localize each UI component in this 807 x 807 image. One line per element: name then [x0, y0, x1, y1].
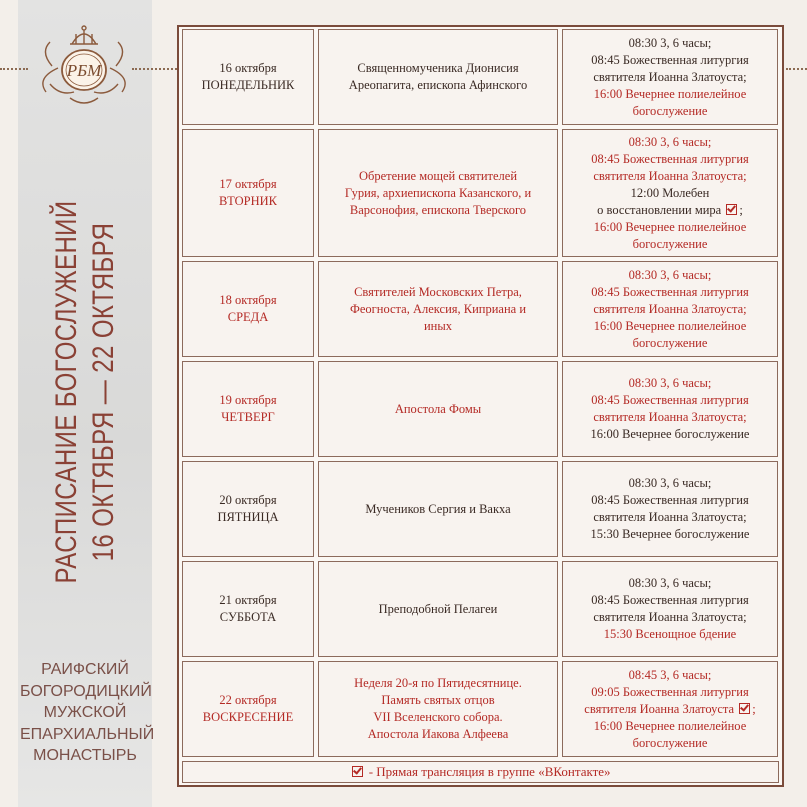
feast-cell [318, 361, 558, 457]
feast-line: Неделя 20-я по Пятидесятнице. [354, 676, 522, 690]
service-line: 16:00 Вечернее полиелейное [593, 718, 747, 733]
service-line: 08:45 Божественная литургия [591, 151, 749, 166]
service-line: 08:45 Божественная литургия [591, 393, 749, 407]
feast-cell [318, 129, 558, 257]
feast-line: Память святых отцов [381, 693, 495, 707]
monastery-line: БОГОРОДИЦКИЙ [20, 682, 152, 700]
services-cell [562, 661, 778, 757]
svg-text:РБМ: РБМ [66, 61, 102, 80]
table-row [179, 127, 782, 259]
service-line: 09:05 Божественная литургия [591, 684, 749, 699]
dotted-divider [132, 68, 180, 70]
table-row [179, 659, 782, 759]
feast-line: Преподобной Пелагеи [378, 601, 498, 616]
table-row [179, 27, 782, 127]
service-text: святителя Иоанна Златоуста [584, 701, 735, 716]
date: 21 октября [219, 593, 277, 607]
weekday: ВТОРНИК [218, 194, 277, 208]
table-row [179, 459, 782, 559]
service-line: святителя Иоанна Златоуста; [593, 168, 747, 183]
service-line: 08:30 3, 6 часы; [628, 35, 712, 50]
date: 17 октября [219, 177, 277, 191]
monastery-logo-icon [30, 22, 138, 106]
table-row [179, 359, 782, 459]
monastery-line: МОНАСТЫРЬ [33, 747, 137, 764]
service-line: богослужение [632, 335, 708, 350]
table-row [179, 559, 782, 659]
service-line: святителя Иоанна Златоуста; [593, 410, 747, 424]
service-line: святителя Иоанна Златоуста; [593, 510, 747, 524]
title-line-1: РАСПИСАНИЕ БОГОСЛУЖЕНИЙ [50, 200, 83, 584]
feast-cell [318, 461, 558, 557]
service-line: 12:00 Молебен [630, 185, 710, 200]
service-line: 08:45 3, 6 часы; [628, 667, 712, 682]
service-line: 08:45 Божественная литургия [591, 593, 749, 607]
date: 20 октября [219, 493, 277, 507]
service-line: святителя Иоанна Златоуста; [593, 301, 747, 316]
monastery-line: МУЖСКОЙ [43, 704, 127, 721]
service-line: 16:00 Вечернее полиелейное [593, 318, 747, 333]
monastery-line: РАИФСКИЙ [41, 661, 129, 678]
service-line: 08:30 3, 6 часы; [628, 134, 712, 149]
service-line: святителя Иоанна Златоуста; [593, 610, 747, 624]
feast-line: Обретение мощей святителей [358, 168, 518, 183]
live-stream-check-icon [352, 766, 363, 777]
date-cell [182, 561, 314, 657]
date: 16 октября [219, 61, 277, 75]
feast-cell [318, 661, 558, 757]
services-cell [562, 361, 778, 457]
monastery-line: ЕПАРХИАЛЬНЫЙ [20, 725, 155, 743]
weekday: ПЯТНИЦА [217, 510, 279, 524]
page-title [48, 153, 122, 632]
feast-line: Ареопагита, епископа Афинского [348, 78, 528, 92]
date-cell [182, 29, 314, 125]
feast-line: Святителей Московских Петра, [354, 284, 522, 299]
live-stream-note [182, 761, 779, 783]
table-row [179, 259, 782, 359]
weekday: ВОСКРЕСЕНИЕ [202, 710, 294, 724]
feast-line: иных [423, 318, 453, 333]
date-cell [182, 361, 314, 457]
date: 19 октября [219, 393, 277, 407]
services-cell [562, 561, 778, 657]
service-line: 15:30 Всенощное бдение [603, 627, 737, 641]
date-cell [182, 661, 314, 757]
service-line: 08:30 3, 6 часы; [628, 267, 712, 282]
weekday: ПОНЕДЕЛЬНИК [201, 78, 295, 92]
dotted-divider [0, 68, 28, 70]
service-line: 08:45 Божественная литургия [591, 493, 749, 507]
service-line-live: святителя Иоанна Златоуста ; [584, 701, 756, 716]
date: 18 октября [219, 293, 277, 307]
date-cell [182, 129, 314, 257]
date: 22 октября [219, 693, 277, 707]
services-cell [562, 29, 778, 125]
weekday: СРЕДА [227, 310, 269, 324]
feast-line: VII Вселенского собора. [373, 710, 503, 724]
weekday: ЧЕТВЕРГ [221, 410, 275, 424]
service-line: 16:00 Вечернее богослужение [590, 427, 750, 441]
services-cell [562, 261, 778, 357]
feast-line: Феогноста, Алексия, Киприана и [349, 301, 527, 316]
service-line: богослужение [632, 735, 708, 750]
footer-text: - Прямая трансляция в группе «ВКонтакте» [368, 764, 611, 779]
weekday: СУББОТА [219, 610, 277, 624]
service-line: богослужение [632, 236, 708, 251]
feast-cell [318, 29, 558, 125]
feast-line: Гурия, архиепископа Казанского, и [344, 185, 532, 200]
service-line: 08:45 Божественная литургия [591, 284, 749, 299]
service-line-live: о восстановлении мира ; [597, 202, 743, 217]
services-cell [562, 129, 778, 257]
title-line-2: 16 ОКТЯБРЯ — 22 ОКТЯБРЯ [87, 222, 120, 562]
service-line: 16:00 Вечернее полиелейное [593, 86, 747, 101]
feast-line: Апостола Иакова Алфеева [367, 727, 509, 741]
date-cell [182, 261, 314, 357]
dotted-divider [786, 68, 807, 70]
service-text: о восстановлении мира [597, 202, 722, 217]
date-cell [182, 461, 314, 557]
feast-line: Варсонофия, епископа Тверского [349, 202, 527, 217]
service-line: богослужение [632, 103, 708, 118]
feast-cell [318, 261, 558, 357]
live-stream-check-icon [739, 703, 750, 714]
service-line: 08:30 3, 6 часы; [628, 476, 712, 490]
feast-line: Апостола Фомы [394, 401, 482, 416]
services-cell [562, 461, 778, 557]
service-line: 08:30 3, 6 часы; [628, 576, 712, 590]
feast-line: Священномученика Дионисия [357, 61, 519, 75]
service-line: 15:30 Вечернее богослужение [590, 527, 750, 541]
service-line: 08:30 3, 6 часы; [628, 376, 712, 390]
schedule-table [177, 25, 784, 787]
service-line: 16:00 Вечернее полиелейное [593, 219, 747, 234]
feast-cell [318, 561, 558, 657]
service-line: 08:45 Божественная литургия [591, 52, 749, 67]
feast-line: Мучеников Сергия и Вакха [365, 501, 511, 516]
service-line: святителя Иоанна Златоуста; [593, 69, 747, 84]
monastery-name [20, 659, 155, 767]
live-stream-check-icon [726, 204, 737, 215]
